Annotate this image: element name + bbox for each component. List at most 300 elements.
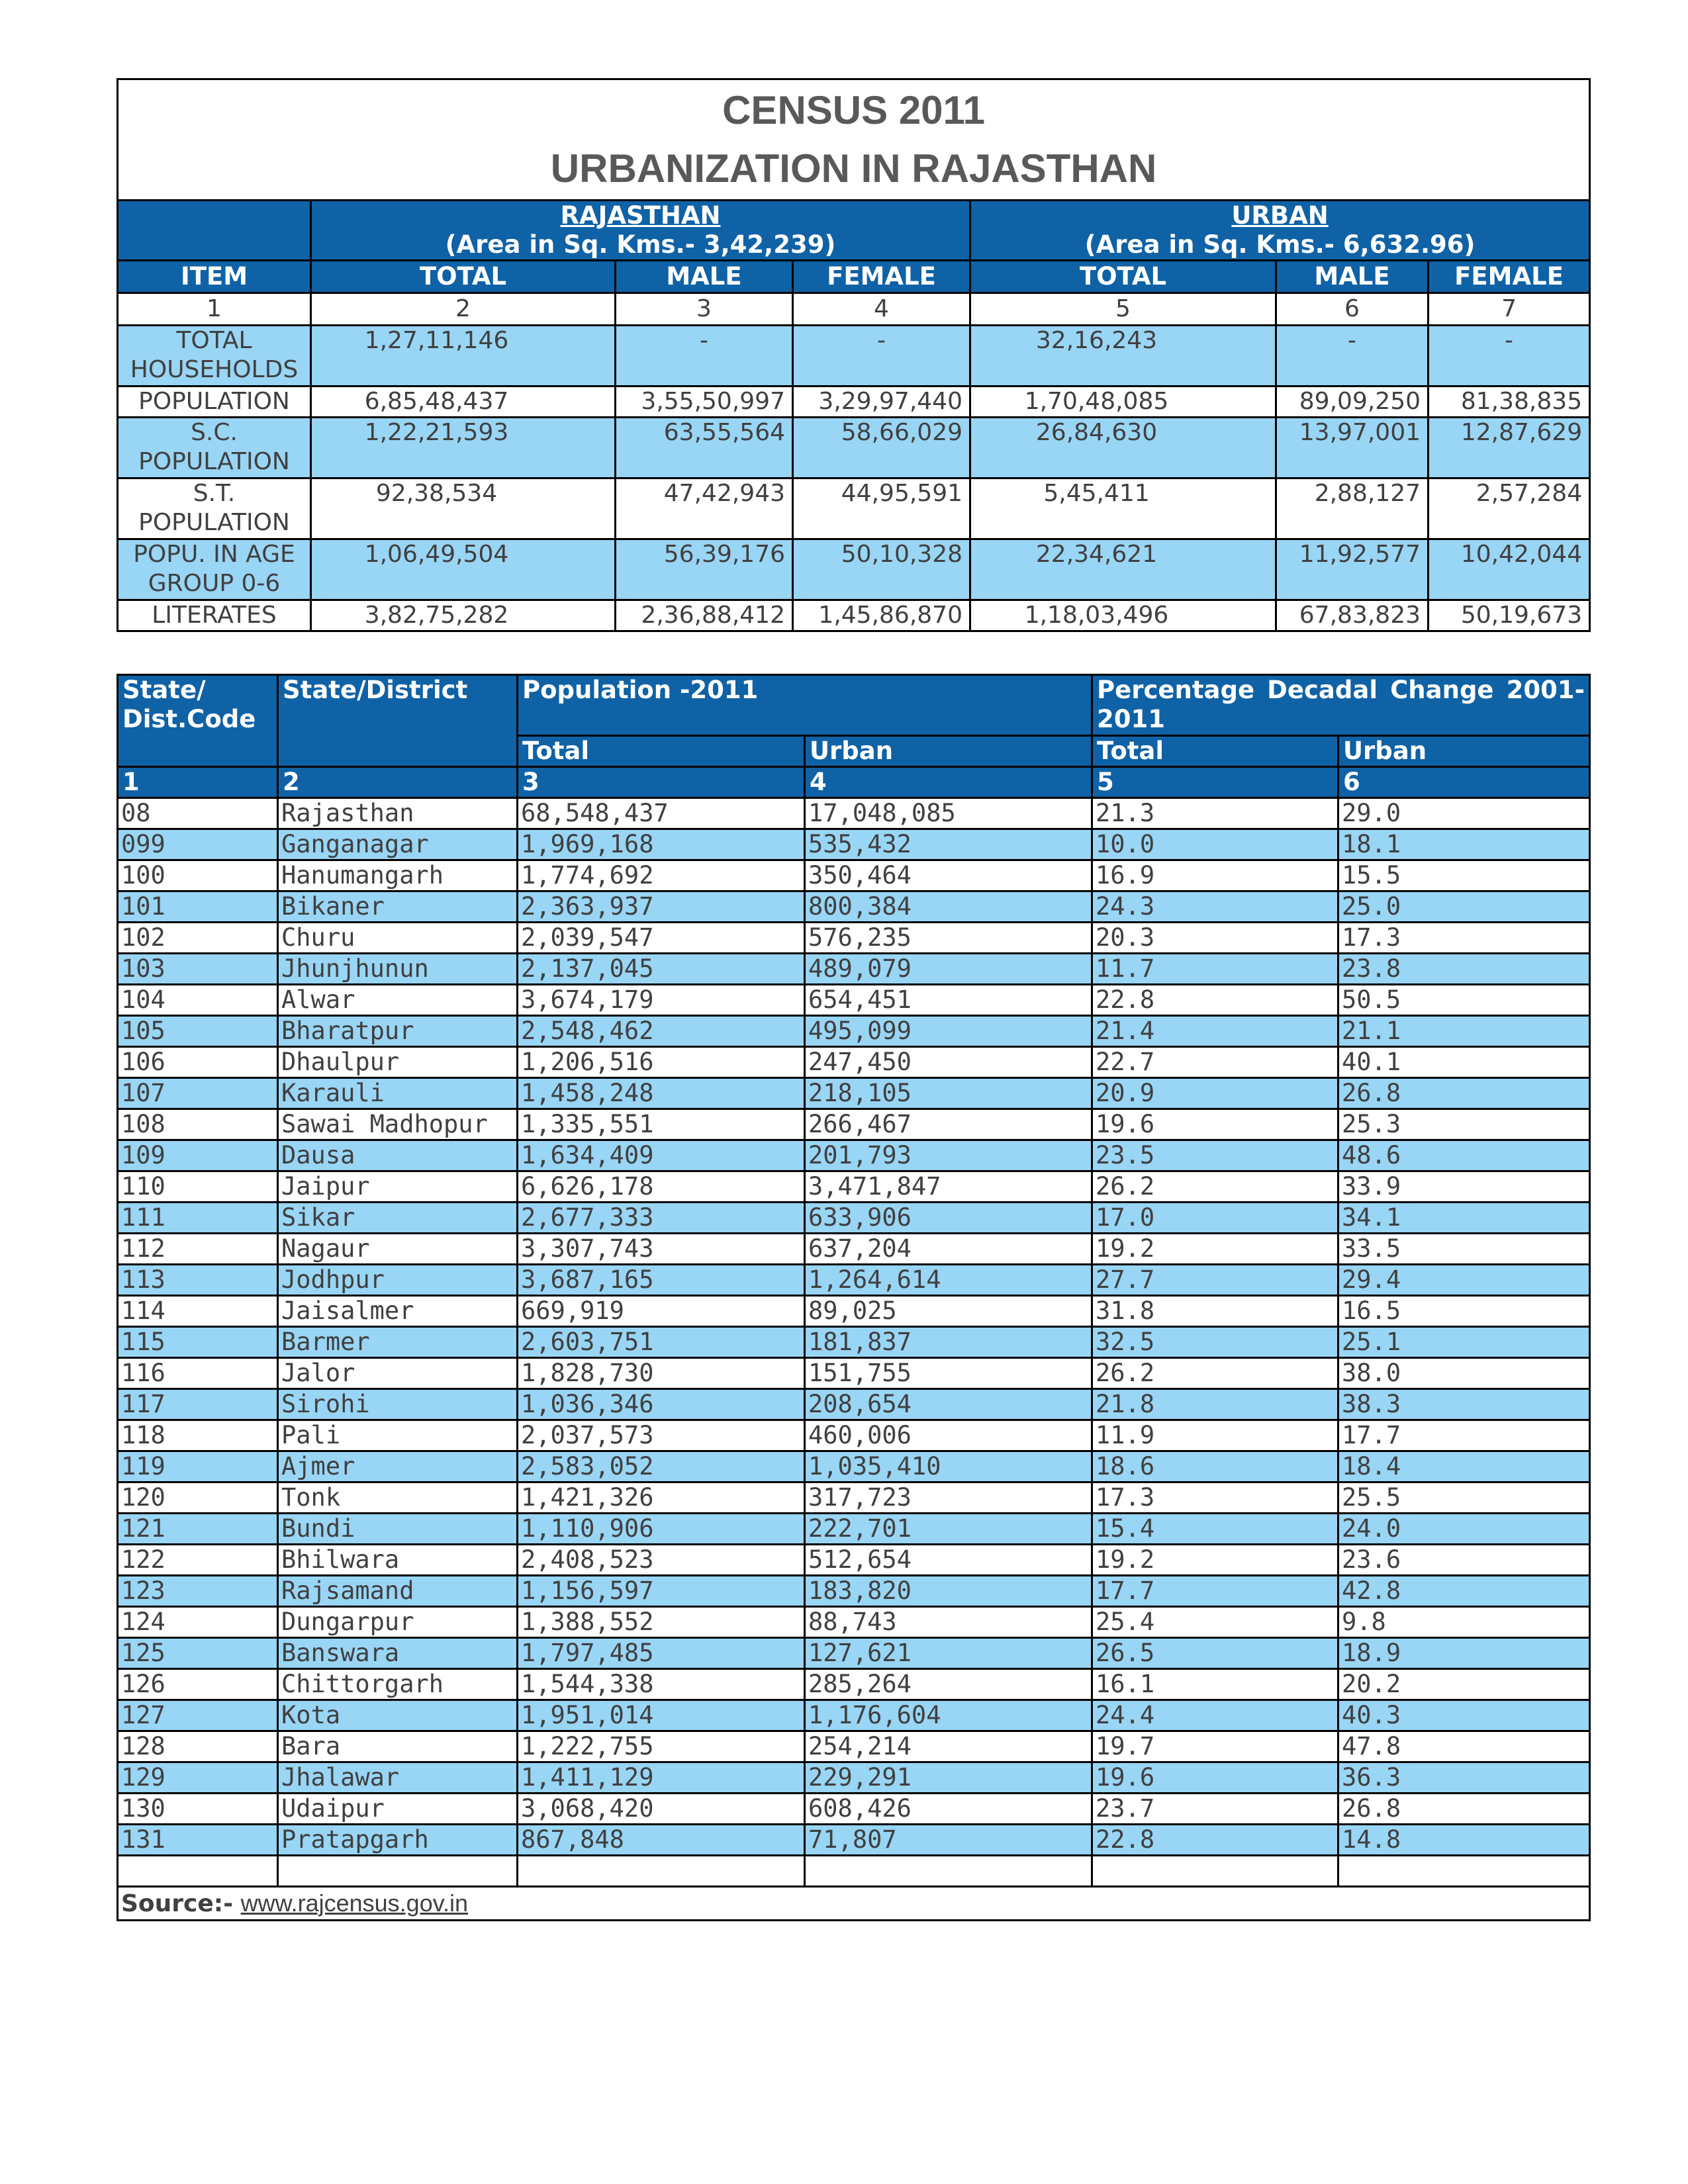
table-cell: 24.3 [1092,891,1338,923]
table-row [118,1296,1590,1327]
table-cell: 285,264 [805,1669,1092,1700]
table-cell: 117 [118,1389,278,1420]
table-cell: 100 [118,860,278,891]
table-cell: 633,906 [805,1203,1092,1234]
table-cell: Rajasthan [278,798,518,829]
cell: - [793,326,970,387]
table-row [118,891,1590,923]
table-cell: 460,006 [805,1420,1092,1451]
table-cell: Dhaulpur [278,1047,518,1078]
col-header: TOTAL [970,261,1276,293]
table-cell: 317,723 [805,1482,1092,1514]
table-cell: 1,411,129 [518,1762,805,1794]
table-row [118,1140,1590,1171]
table-cell: 68,548,437 [518,798,805,829]
table-cell: 121 [118,1514,278,1545]
table-cell: 107 [118,1078,278,1109]
empty-cell [278,1856,518,1887]
table-cell: 654,451 [805,985,1092,1016]
table-cell: 22.7 [1092,1047,1338,1078]
table-cell: 19.2 [1092,1545,1338,1576]
table-cell: Jalor [278,1358,518,1389]
table-row [118,954,1590,985]
table-cell: 10.0 [1092,829,1338,860]
table-cell: 208,654 [805,1389,1092,1420]
row-item: S.C. POPULATION [118,418,311,478]
title-line-2: URBANIZATION IN RAJASTHAN [550,146,1157,191]
table-cell: 109 [118,1140,278,1171]
table-cell: Sirohi [278,1389,518,1420]
table-cell: 113 [118,1265,278,1296]
col-number: 4 [793,293,970,326]
table-cell: 21.1 [1338,1016,1590,1047]
table-cell: 19.7 [1092,1731,1338,1762]
empty-cell [805,1856,1092,1887]
table-cell: 23.5 [1092,1140,1338,1171]
table-cell: 535,432 [805,829,1092,860]
col-number: 5 [1092,767,1338,798]
table-cell: 88,743 [805,1607,1092,1638]
table-row [118,1327,1590,1358]
table-cell: 867,848 [518,1825,805,1856]
empty-cell [118,1856,278,1887]
table-row [118,1358,1590,1389]
pct-change-header: Percentage Decadal Change 2001-2011 [1092,675,1590,736]
urban-area: (Area in Sq. Kms.- 6,632.96) [1084,230,1476,259]
table-row [118,1545,1590,1576]
table-cell: 1,110,906 [518,1514,805,1545]
table-cell: Barmer [278,1327,518,1358]
table-cell: 24.0 [1338,1514,1590,1545]
table-row [118,798,1590,829]
table-cell: 111 [118,1203,278,1234]
table-cell: 104 [118,985,278,1016]
table-cell: 1,828,730 [518,1358,805,1389]
row-item: TOTAL HOUSEHOLDS [118,326,311,387]
table-cell: 18.4 [1338,1451,1590,1482]
table-cell: Karauli [278,1078,518,1109]
cell: 26,84,630 [970,418,1276,478]
empty-cell [1338,1856,1590,1887]
table-cell: 50.5 [1338,985,1590,1016]
table-cell: 26.8 [1338,1794,1590,1825]
table-cell: 108 [118,1109,278,1140]
rajasthan-name: RAJASTHAN [560,201,721,230]
table-cell: 17,048,085 [805,798,1092,829]
summary-row [118,326,1590,387]
table-row [118,1607,1590,1638]
table-cell: 23.8 [1338,954,1590,985]
table-cell: 36.3 [1338,1762,1590,1794]
title-line-1: CENSUS 2011 [722,88,985,132]
table-cell: 38.3 [1338,1389,1590,1420]
table-cell: 15.5 [1338,860,1590,891]
table-cell: 576,235 [805,923,1092,954]
population-total-header: Total [518,736,805,767]
table-cell: 25.1 [1338,1327,1590,1358]
table-cell: 1,774,692 [518,860,805,891]
table-cell: 2,408,523 [518,1545,805,1576]
summary-row [118,478,1590,539]
col-number: 3 [518,767,805,798]
table-cell: 1,176,604 [805,1700,1092,1731]
table-cell: 130 [118,1794,278,1825]
cell: 1,18,03,496 [970,600,1276,631]
table-cell: 118 [118,1420,278,1451]
table-row [118,1420,1590,1451]
table-cell: 20.9 [1092,1078,1338,1109]
table-cell: Bikaner [278,891,518,923]
table-cell: Jaipur [278,1171,518,1203]
table-cell: 27.7 [1092,1265,1338,1296]
table-cell: 218,105 [805,1078,1092,1109]
table-cell: 119 [118,1451,278,1482]
table-cell: 32.5 [1092,1327,1338,1358]
table-row [118,1731,1590,1762]
table-cell: Sawai Madhopur [278,1109,518,1140]
table-row [118,1234,1590,1265]
cell: - [616,326,793,387]
empty-cell [518,1856,805,1887]
table-cell: Nagaur [278,1234,518,1265]
table-cell: 489,079 [805,954,1092,985]
table-cell: 25.3 [1338,1109,1590,1140]
table-cell: 1,951,014 [518,1700,805,1731]
table-cell: 110 [118,1171,278,1203]
summary-row [118,418,1590,478]
code-header: State/ Dist.Code [118,675,278,767]
table-cell: 25.5 [1338,1482,1590,1514]
row-item: S.T. POPULATION [118,478,311,539]
table-cell: 127 [118,1700,278,1731]
districts-table [117,674,1591,1921]
source-link[interactable]: www.rajcensus.gov.in [240,1889,469,1917]
table-row [118,1669,1590,1700]
table-cell: 099 [118,829,278,860]
table-cell: 9.8 [1338,1607,1590,1638]
empty-cell [1092,1856,1338,1887]
table-cell: 26.5 [1092,1638,1338,1669]
cell: 3,82,75,282 [311,600,616,631]
table-row [118,1078,1590,1109]
summary-row [118,600,1590,631]
cell: 5,45,411 [970,478,1276,539]
table-cell: Banswara [278,1638,518,1669]
cell: 1,45,86,870 [793,600,970,631]
table-cell: 22.8 [1092,985,1338,1016]
col-header: FEMALE [1429,261,1590,293]
cell: 67,83,823 [1276,600,1429,631]
item-header: ITEM [118,261,311,293]
table-cell: 1,969,168 [518,829,805,860]
table-cell: 11.9 [1092,1420,1338,1451]
table-cell: 120 [118,1482,278,1514]
col-number: 4 [805,767,1092,798]
table-cell: 20.2 [1338,1669,1590,1700]
table-cell: 16.1 [1092,1669,1338,1700]
table-cell: 201,793 [805,1140,1092,1171]
table-row [118,829,1590,860]
table-cell: 1,206,516 [518,1047,805,1078]
urban-group-header [970,201,1590,261]
table-cell: 183,820 [805,1576,1092,1607]
table-cell: 114 [118,1296,278,1327]
table-cell: 1,036,346 [518,1389,805,1420]
table-cell: 26.2 [1092,1171,1338,1203]
cell: 50,19,673 [1429,600,1590,631]
cell: 56,39,176 [616,539,793,600]
table-cell: 23.6 [1338,1545,1590,1576]
table-cell: 2,039,547 [518,923,805,954]
table-cell: 19.6 [1092,1762,1338,1794]
table-cell: 29.4 [1338,1265,1590,1296]
table-cell: 3,471,847 [805,1171,1092,1203]
population-urban-header: Urban [805,736,1092,767]
table-cell: 1,458,248 [518,1078,805,1109]
table-row [118,1109,1590,1140]
table-cell: Bara [278,1731,518,1762]
table-cell: 105 [118,1016,278,1047]
cell: 1,06,49,504 [311,539,616,600]
source-label: Source:- [121,1889,234,1917]
table-cell: 3,674,179 [518,985,805,1016]
table-cell: 1,544,338 [518,1669,805,1700]
table-cell: 2,137,045 [518,954,805,985]
row-item: LITERATES [118,600,311,631]
table-row [118,1514,1590,1545]
table-cell: 122 [118,1545,278,1576]
table-cell: 17.3 [1338,923,1590,954]
table-cell: 800,384 [805,891,1092,923]
table-cell: Sikar [278,1203,518,1234]
table-cell: 25.4 [1092,1607,1338,1638]
table-cell: 3,307,743 [518,1234,805,1265]
cell: 58,66,029 [793,418,970,478]
cell: 47,42,943 [616,478,793,539]
table-cell: 1,335,551 [518,1109,805,1140]
cell: 63,55,564 [616,418,793,478]
table-cell: 151,755 [805,1358,1092,1389]
table-cell: 2,363,937 [518,891,805,923]
pct-urban-header: Urban [1338,736,1590,767]
col-header: MALE [616,261,793,293]
table-cell: 3,687,165 [518,1265,805,1296]
table-cell: 17.7 [1338,1420,1590,1451]
table-cell: 2,037,573 [518,1420,805,1451]
table-cell: 1,264,614 [805,1265,1092,1296]
table-cell: 25.0 [1338,891,1590,923]
table-cell: 512,654 [805,1545,1092,1576]
table-cell: 11.7 [1092,954,1338,985]
table-cell: 1,421,326 [518,1482,805,1514]
table-cell: 08 [118,798,278,829]
table-cell: 33.9 [1338,1171,1590,1203]
table-cell: Alwar [278,985,518,1016]
cell: 89,09,250 [1276,387,1429,418]
table-cell: 33.5 [1338,1234,1590,1265]
table-cell: Bundi [278,1514,518,1545]
cell: 81,38,835 [1429,387,1590,418]
table-cell: 89,025 [805,1296,1092,1327]
table-cell: 125 [118,1638,278,1669]
table-cell: 350,464 [805,860,1092,891]
table-row [118,1265,1590,1296]
table-cell: 21.3 [1092,798,1338,829]
table-cell: 1,222,755 [518,1731,805,1762]
table-row [118,1389,1590,1420]
summary-row [118,387,1590,418]
table-row [118,1794,1590,1825]
table-cell: Kota [278,1700,518,1731]
col-number: 6 [1338,767,1590,798]
table-cell: 106 [118,1047,278,1078]
table-cell: 266,467 [805,1109,1092,1140]
table-cell: 21.4 [1092,1016,1338,1047]
table-cell: Churu [278,923,518,954]
table-cell: 128 [118,1731,278,1762]
table-cell: Jaisalmer [278,1296,518,1327]
cell: - [1429,326,1590,387]
table-row [118,923,1590,954]
table-cell: 42.8 [1338,1576,1590,1607]
cell: 32,16,243 [970,326,1276,387]
table-cell: 19.2 [1092,1234,1338,1265]
table-row [118,1638,1590,1669]
table-cell: 2,583,052 [518,1451,805,1482]
table-cell: 123 [118,1576,278,1607]
table-cell: 48.6 [1338,1140,1590,1171]
cell: 2,88,127 [1276,478,1429,539]
rajasthan-group-header [311,201,970,261]
col-number: 1 [118,293,311,326]
table-cell: 112 [118,1234,278,1265]
table-cell: 31.8 [1092,1296,1338,1327]
cell: 1,27,11,146 [311,326,616,387]
table-cell: 18.6 [1092,1451,1338,1482]
table-cell: Tonk [278,1482,518,1514]
table-cell: 16.9 [1092,860,1338,891]
table-cell: 23.7 [1092,1794,1338,1825]
table-row [118,1451,1590,1482]
table-cell: 40.1 [1338,1047,1590,1078]
table-cell: 34.1 [1338,1203,1590,1234]
table-cell: 126 [118,1669,278,1700]
table-row [118,1825,1590,1856]
table-cell: 38.0 [1338,1358,1590,1389]
row-item: POPU. IN AGE GROUP 0-6 [118,539,311,600]
cell: 50,10,328 [793,539,970,600]
summary-row [118,539,1590,600]
table-row [118,1576,1590,1607]
table-cell: 14.8 [1338,1825,1590,1856]
table-cell: 229,291 [805,1762,1092,1794]
cell: 12,87,629 [1429,418,1590,478]
cell: 3,29,97,440 [793,387,970,418]
table-row [118,860,1590,891]
table-cell: 1,634,409 [518,1140,805,1171]
population-header: Population -2011 [518,675,1092,736]
table-cell: 29.0 [1338,798,1590,829]
table-cell: Bharatpur [278,1016,518,1047]
table-row [118,985,1590,1016]
table-cell: 1,388,552 [518,1607,805,1638]
summary-table [117,78,1591,632]
table-cell: 247,450 [805,1047,1092,1078]
table-cell: 26.8 [1338,1078,1590,1109]
table-cell: Ganganagar [278,829,518,860]
table-row [118,1171,1590,1203]
table-cell: 19.6 [1092,1109,1338,1140]
cell: 3,55,50,997 [616,387,793,418]
table-cell: 2,548,462 [518,1016,805,1047]
row-item: POPULATION [118,387,311,418]
table-cell: Udaipur [278,1794,518,1825]
table-cell: 131 [118,1825,278,1856]
cell: - [1276,326,1429,387]
table-cell: 127,621 [805,1638,1092,1669]
col-number: 1 [118,767,278,798]
table-cell: 1,156,597 [518,1576,805,1607]
table-cell: Rajsamand [278,1576,518,1607]
table-cell: Ajmer [278,1451,518,1482]
table-cell: 21.8 [1092,1389,1338,1420]
table-cell: Jhunjhunun [278,954,518,985]
table-cell: 17.3 [1092,1482,1338,1514]
table-row [118,1203,1590,1234]
table-cell: 16.5 [1338,1296,1590,1327]
col-header: TOTAL [311,261,616,293]
table-cell: Pratapgarh [278,1825,518,1856]
table-cell: 1,035,410 [805,1451,1092,1482]
table-cell: 222,701 [805,1514,1092,1545]
col-header: FEMALE [793,261,970,293]
cell: 44,95,591 [793,478,970,539]
table-cell: 3,068,420 [518,1794,805,1825]
table-row [118,1700,1590,1731]
table-row [118,1482,1590,1514]
cell: 1,22,21,593 [311,418,616,478]
cell: 10,42,044 [1429,539,1590,600]
col-number: 5 [970,293,1276,326]
table-cell: 22.8 [1092,1825,1338,1856]
table-cell: 40.3 [1338,1700,1590,1731]
table-cell: Pali [278,1420,518,1451]
table-cell: 71,807 [805,1825,1092,1856]
table-cell: Dungarpur [278,1607,518,1638]
table-cell: 124 [118,1607,278,1638]
table-cell: 608,426 [805,1794,1092,1825]
cell: 6,85,48,437 [311,387,616,418]
table-cell: 129 [118,1762,278,1794]
table-cell: 24.4 [1092,1700,1338,1731]
table-cell: 17.7 [1092,1576,1338,1607]
col-number: 2 [311,293,616,326]
table-cell: 18.1 [1338,829,1590,860]
table-cell: 2,677,333 [518,1203,805,1234]
table-cell: 17.0 [1092,1203,1338,1234]
table-cell: 18.9 [1338,1638,1590,1669]
col-header: MALE [1276,261,1429,293]
table-cell: Jhalawar [278,1762,518,1794]
cell: 2,57,284 [1429,478,1590,539]
table-row [118,1016,1590,1047]
table-row [118,1047,1590,1078]
table-cell: Dausa [278,1140,518,1171]
table-cell: 47.8 [1338,1731,1590,1762]
cell: 13,97,001 [1276,418,1429,478]
cell: 92,38,534 [311,478,616,539]
cell: 1,70,48,085 [970,387,1276,418]
